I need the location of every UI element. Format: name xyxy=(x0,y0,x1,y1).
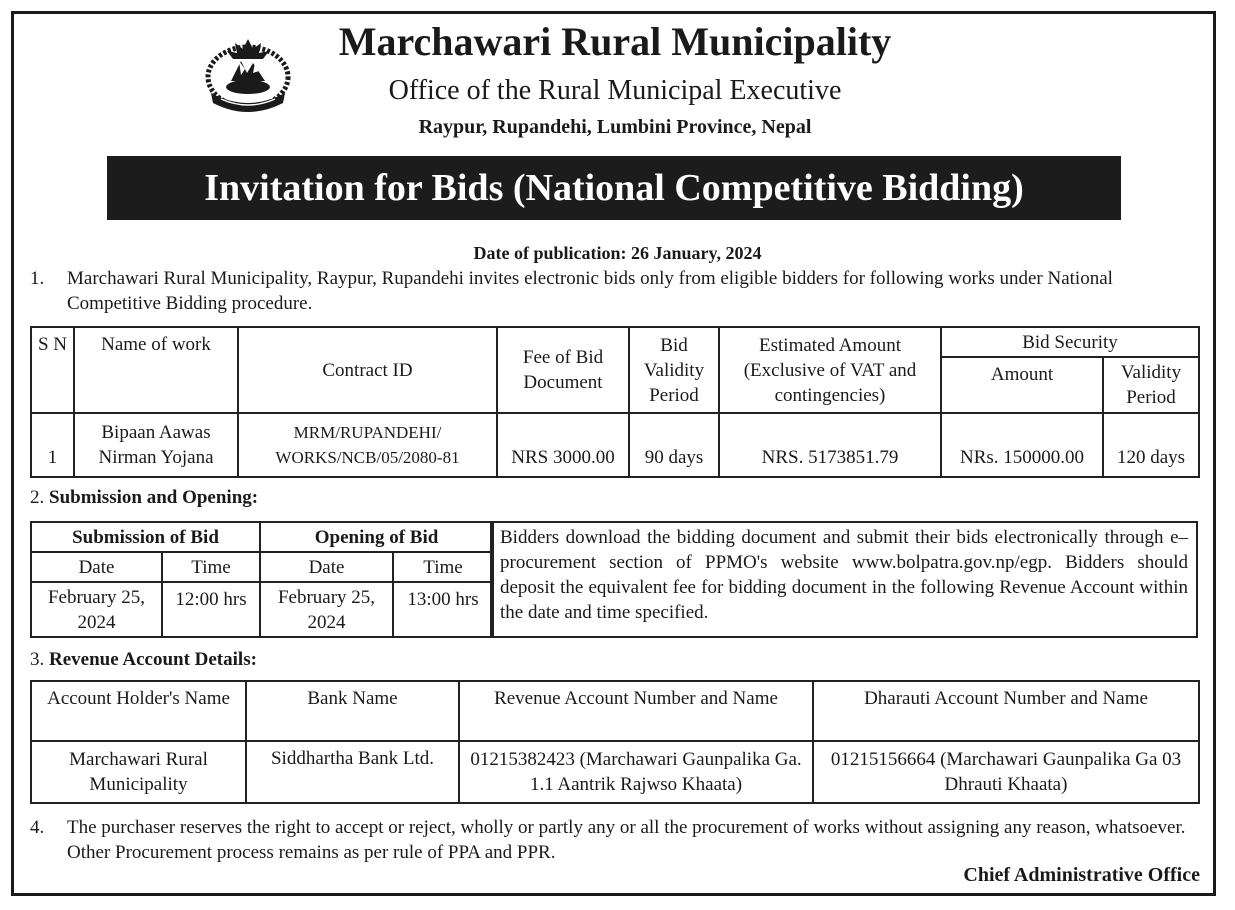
header-bid-validity: Bid Validity Period xyxy=(629,327,719,413)
header-bid-security: Bid Security xyxy=(941,327,1199,357)
header-fee: Fee of Bid Document xyxy=(497,327,629,413)
row-security-validity: 120 days xyxy=(1103,413,1199,477)
notice-banner: Invitation for Bids (National Competitive Bidding) xyxy=(107,156,1121,220)
office-subtitle: Office of the Rural Municipal Executive xyxy=(388,75,842,106)
header-revenue-account: Revenue Account Number and Name xyxy=(459,681,813,741)
revenue-account: 01215382423 (Marchawari Gaunpalika Ga. 1.1 Aantrik Rajwso Khaata) xyxy=(459,741,813,803)
table-row xyxy=(31,413,1199,477)
section-1-number: 1. xyxy=(30,268,45,289)
signature: Chief Administrative Office xyxy=(963,864,1200,886)
row-security-amount: NRs. 150000.00 xyxy=(941,413,1103,477)
header-account-holder: Account Holder's Name xyxy=(31,681,246,741)
row-contract-id: MRM/RUPANDEHI/ WORKS/NCB/05/2080-81 xyxy=(238,413,497,477)
section-3-heading xyxy=(30,648,257,672)
row-fee: NRS 3000.00 xyxy=(497,413,629,477)
header-bank-name: Bank Name xyxy=(246,681,459,741)
submission-opening-table xyxy=(30,521,494,638)
submission-time-label: Time xyxy=(162,552,260,582)
revenue-account-table xyxy=(30,680,1200,804)
bank-name: Siddhartha Bank Ltd. xyxy=(246,741,459,803)
account-holder-name: Marchawari Rural Municipality xyxy=(31,741,246,803)
header-security-amount: Amount xyxy=(941,357,1103,413)
header-dharauti-account: Dharauti Account Number and Name xyxy=(813,681,1199,741)
header-name-of-work: Name of work xyxy=(74,327,238,413)
submission-note: Bidders download the bidding document and submit their bids electronically through e–procurement section of PPMO's website www.bolpatra.gov.np/egp. Bidders should deposit the equivalent fee for bidding document in the following Revenue Account within the date and time specified. xyxy=(490,521,1198,638)
header-estimated-amount: Estimated Amount (Exclusive of VAT and contingencies) xyxy=(719,327,941,413)
row-bid-validity: 90 days xyxy=(629,413,719,477)
works-table xyxy=(30,326,1200,478)
header-contract-id: Contract ID xyxy=(238,327,497,413)
section-2-title: Submission and Opening: xyxy=(49,487,259,508)
section-3-title: Revenue Account Details: xyxy=(49,649,257,670)
table-row xyxy=(31,741,1199,803)
section-4-text: The purchaser reserves the right to accept or reject, wholly or partly any or all the procurement of works without assigning any reason, whatsoever. Other Procurement process remains as per rule of PPA and PPR. xyxy=(67,817,1186,863)
section-3-number: 3. xyxy=(30,649,45,670)
section-2-number: 2. xyxy=(30,487,45,508)
opening-of-bid-header: Opening of Bid xyxy=(260,522,493,552)
submission-date: February 25, 2024 xyxy=(31,582,162,637)
opening-date-label: Date xyxy=(260,552,393,582)
row-name-of-work: Bipaan Aawas Nirman Yojana xyxy=(74,413,238,477)
opening-time-label: Time xyxy=(393,552,493,582)
publication-date: Date of publication: 26 January, 2024 xyxy=(473,243,762,263)
section-4-number: 4. xyxy=(30,817,45,838)
submission-time: 12:00 hrs xyxy=(162,582,260,637)
submission-of-bid-header: Submission of Bid xyxy=(31,522,260,552)
submission-date-label: Date xyxy=(31,552,162,582)
section-1-text: Marchawari Rural Municipality, Raypur, Rupandehi invites electronic bids only from eligible bidders for following works under National Competitive Bidding procedure. xyxy=(67,268,1113,314)
row-sn: 1 xyxy=(31,413,74,477)
header-security-validity: Validity Period xyxy=(1103,357,1199,413)
opening-date: February 25, 2024 xyxy=(260,582,393,637)
municipality-title: Marchawari Rural Municipality xyxy=(338,19,892,64)
dharauti-account: 01215156664 (Marchawari Gaunpalika Ga 03 Dhrauti Khaata) xyxy=(813,741,1199,803)
office-address: Raypur, Rupandehi, Lumbini Province, Nepal xyxy=(418,116,812,138)
row-estimated-amount: NRS. 5173851.79 xyxy=(719,413,941,477)
opening-time: 13:00 hrs xyxy=(393,582,493,637)
section-2-heading xyxy=(30,486,258,510)
header-sn: S N xyxy=(31,327,74,413)
